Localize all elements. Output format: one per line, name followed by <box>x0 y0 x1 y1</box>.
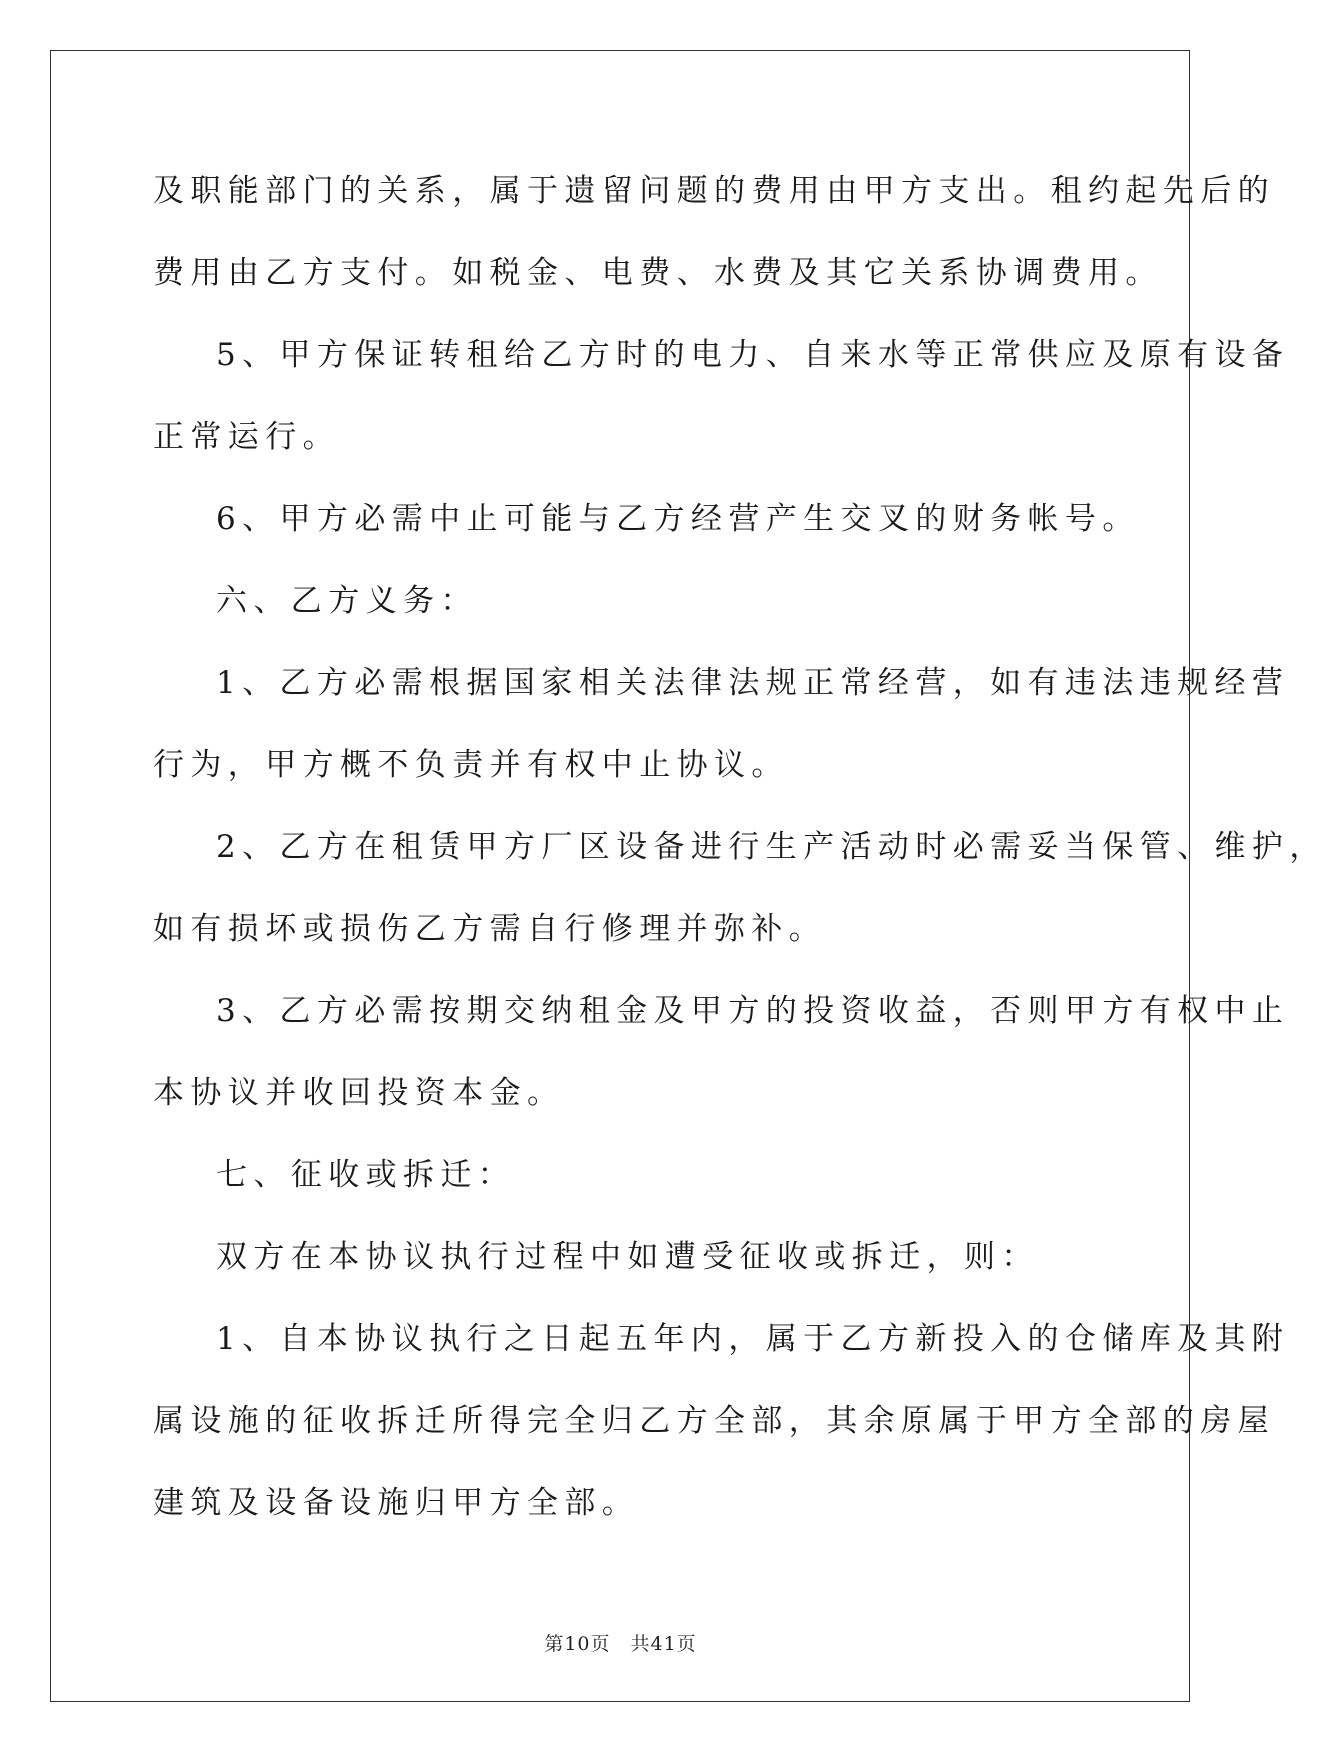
text-line: 5、甲方保证转租给乙方时的电力、自来水等正常供应及原有设备 <box>216 337 1290 373</box>
text-line: 六、乙方义务： <box>216 583 478 619</box>
text-line: 1、乙方必需根据国家相关法律法规正常经营，如有违法违规经营 <box>216 665 1290 701</box>
text-line: 建筑及设备设施归甲方全部。 <box>153 1485 640 1521</box>
text-line: 费用由乙方支付。如税金、电费、水费及其它关系协调费用。 <box>153 255 1163 291</box>
text-line: 及职能部门的关系，属于遗留问题的费用由甲方支出。租约起先后的 <box>153 173 1275 209</box>
text-line: 本协议并收回投资本金。 <box>153 1075 565 1111</box>
page-number-footer: 第10页 共41页 <box>544 1633 697 1655</box>
text-line: 七、征收或拆迁： <box>216 1157 516 1193</box>
text-line: 1、自本协议执行之日起五年内，属于乙方新投入的仓储库及其附 <box>216 1321 1290 1357</box>
text-line: 行为，甲方概不负责并有权中止协议。 <box>153 747 789 783</box>
text-line: 3、乙方必需按期交纳租金及甲方的投资收益，否则甲方有权中止 <box>216 993 1290 1029</box>
text-line: 双方在本协议执行过程中如遭受征收或拆迁，则： <box>216 1239 1039 1275</box>
text-line: 正常运行。 <box>153 419 340 455</box>
text-line: 属设施的征收拆迁所得完全归乙方全部，其余原属于甲方全部的房屋 <box>153 1403 1275 1439</box>
document-body <box>153 162 1327 1556</box>
text-line: 如有损坏或损伤乙方需自行修理并弥补。 <box>153 911 827 947</box>
text-line: 2、乙方在租赁甲方厂区设备进行生产活动时必需妥当保管、维护， <box>216 829 1327 865</box>
text-line: 6、甲方必需中止可能与乙方经营产生交叉的财务帐号。 <box>216 501 1140 537</box>
